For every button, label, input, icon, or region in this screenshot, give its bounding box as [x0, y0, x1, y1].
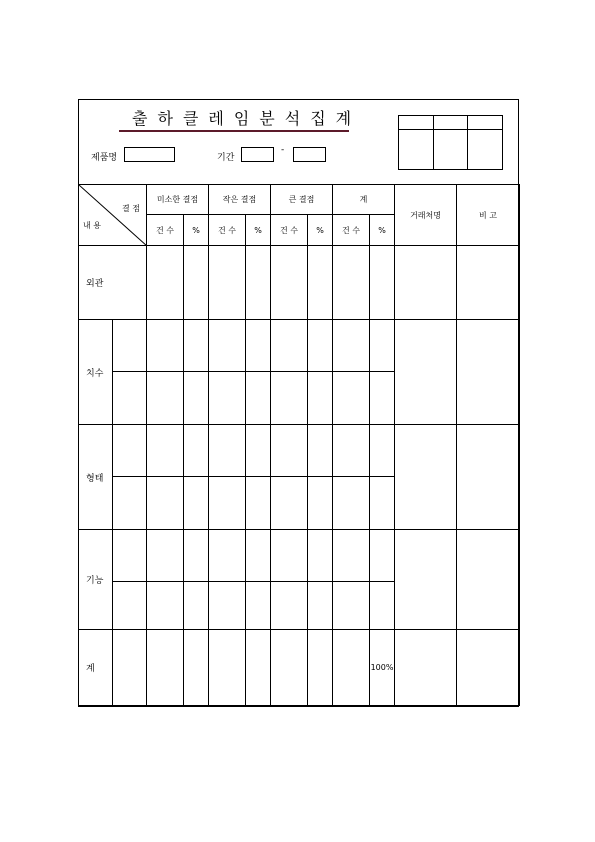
period-label: 기간	[217, 153, 235, 163]
corner-bottom-label: 내 용	[83, 221, 101, 230]
cell[interactable]	[271, 372, 308, 425]
cell[interactable]	[246, 425, 271, 477]
cell[interactable]	[370, 246, 395, 320]
table-row	[79, 425, 520, 477]
group-major: 큰 결점	[271, 185, 333, 215]
cell[interactable]	[113, 477, 147, 530]
approval-sign-2[interactable]	[433, 130, 468, 170]
cell[interactable]	[184, 425, 209, 477]
cell[interactable]	[147, 630, 184, 706]
cell[interactable]	[333, 425, 370, 477]
period-end-field[interactable]	[293, 147, 326, 162]
cell[interactable]	[147, 320, 184, 372]
cell[interactable]	[113, 320, 147, 372]
cell[interactable]	[209, 477, 246, 530]
table-row	[79, 530, 520, 582]
cell[interactable]	[113, 582, 147, 630]
cell[interactable]	[184, 582, 209, 630]
sub-pct: %	[370, 215, 395, 246]
cell[interactable]	[395, 425, 457, 530]
cell[interactable]	[246, 320, 271, 372]
table-row	[79, 630, 520, 706]
cell[interactable]	[370, 372, 395, 425]
cell[interactable]	[457, 246, 520, 320]
cell[interactable]	[308, 477, 333, 530]
cell[interactable]	[147, 246, 184, 320]
cell[interactable]	[209, 582, 246, 630]
row-label: 기능	[79, 530, 113, 630]
product-label: 제품명	[91, 153, 118, 163]
sub-count: 건 수	[271, 215, 308, 246]
cell[interactable]	[395, 320, 457, 425]
cell[interactable]	[246, 246, 271, 320]
cell[interactable]	[184, 477, 209, 530]
cell[interactable]	[370, 320, 395, 372]
cell[interactable]	[271, 530, 308, 582]
cell[interactable]	[147, 582, 184, 630]
cell[interactable]	[209, 630, 246, 706]
group-minor: 미소한 결점	[147, 185, 209, 215]
cell[interactable]	[246, 630, 271, 706]
cell[interactable]	[370, 530, 395, 582]
table-row	[79, 246, 520, 320]
cell[interactable]	[147, 425, 184, 477]
vendor-header: 거래처명	[395, 185, 457, 246]
cell[interactable]	[333, 320, 370, 372]
cell[interactable]	[308, 320, 333, 372]
sub-count: 건 수	[147, 215, 184, 246]
row-label: 외관	[79, 246, 147, 320]
cell[interactable]	[184, 372, 209, 425]
form-title: 출하클레임분석집계	[132, 109, 362, 128]
cell[interactable]	[271, 477, 308, 530]
approval-head-2	[433, 116, 468, 130]
cell[interactable]	[113, 372, 147, 425]
group-total: 계	[333, 185, 395, 215]
cell[interactable]	[184, 530, 209, 582]
cell[interactable]	[147, 477, 184, 530]
sub-pct: %	[246, 215, 271, 246]
sub-pct: %	[308, 215, 333, 246]
sub-count: 건 수	[333, 215, 370, 246]
table-row	[79, 320, 520, 372]
cell[interactable]	[271, 630, 308, 706]
cell[interactable]	[457, 425, 520, 530]
cell[interactable]	[271, 425, 308, 477]
cell[interactable]	[246, 372, 271, 425]
cell[interactable]	[271, 320, 308, 372]
cell[interactable]	[370, 425, 395, 477]
sub-pct: %	[184, 215, 209, 246]
period-separator: -	[281, 145, 285, 155]
approval-box	[398, 115, 503, 170]
cell[interactable]	[271, 582, 308, 630]
cell[interactable]	[271, 246, 308, 320]
cell[interactable]	[370, 582, 395, 630]
cell[interactable]	[184, 246, 209, 320]
product-field[interactable]	[124, 147, 175, 162]
corner-top-label: 결 점	[122, 204, 140, 213]
group-small: 작은 결점	[209, 185, 271, 215]
approval-sign-3[interactable]	[468, 130, 503, 170]
cell[interactable]	[308, 372, 333, 425]
cell[interactable]	[333, 530, 370, 582]
cell[interactable]	[184, 630, 209, 706]
cell[interactable]	[147, 530, 184, 582]
cell[interactable]	[113, 425, 147, 477]
cell[interactable]	[184, 320, 209, 372]
corner-header	[79, 185, 147, 246]
diagonal-line	[79, 185, 147, 246]
approval-head-1	[399, 116, 434, 130]
title-underline	[119, 130, 349, 132]
cell[interactable]	[308, 630, 333, 706]
cell[interactable]	[246, 582, 271, 630]
cell[interactable]	[457, 320, 520, 425]
cell[interactable]	[395, 530, 457, 630]
approval-sign-1[interactable]	[399, 130, 434, 170]
sub-count: 건 수	[209, 215, 246, 246]
row-label: 치수	[79, 320, 113, 425]
row-label: 계	[79, 630, 113, 706]
cell[interactable]	[209, 372, 246, 425]
cell[interactable]	[333, 477, 370, 530]
claim-table	[78, 184, 520, 706]
approval-head-3	[468, 116, 503, 130]
cell[interactable]	[113, 630, 147, 706]
cell[interactable]	[457, 530, 520, 630]
cell[interactable]	[209, 246, 246, 320]
cell[interactable]	[333, 372, 370, 425]
cell[interactable]	[333, 582, 370, 630]
cell[interactable]	[209, 425, 246, 477]
cell[interactable]	[147, 372, 184, 425]
cell[interactable]	[113, 530, 147, 582]
cell[interactable]	[209, 320, 246, 372]
cell[interactable]	[333, 246, 370, 320]
cell[interactable]	[308, 530, 333, 582]
row-label: 형태	[79, 425, 113, 530]
remark-header: 비 고	[457, 185, 520, 246]
cell[interactable]	[395, 630, 457, 706]
cell[interactable]	[246, 477, 271, 530]
cell[interactable]	[395, 246, 457, 320]
cell[interactable]	[246, 530, 271, 582]
cell[interactable]	[308, 246, 333, 320]
cell[interactable]	[457, 630, 520, 706]
cell[interactable]	[308, 582, 333, 630]
total-pct: 100%	[370, 630, 395, 706]
cell[interactable]	[308, 425, 333, 477]
cell[interactable]	[370, 477, 395, 530]
cell[interactable]	[333, 630, 370, 706]
cell[interactable]	[209, 530, 246, 582]
period-start-field[interactable]	[241, 147, 274, 162]
